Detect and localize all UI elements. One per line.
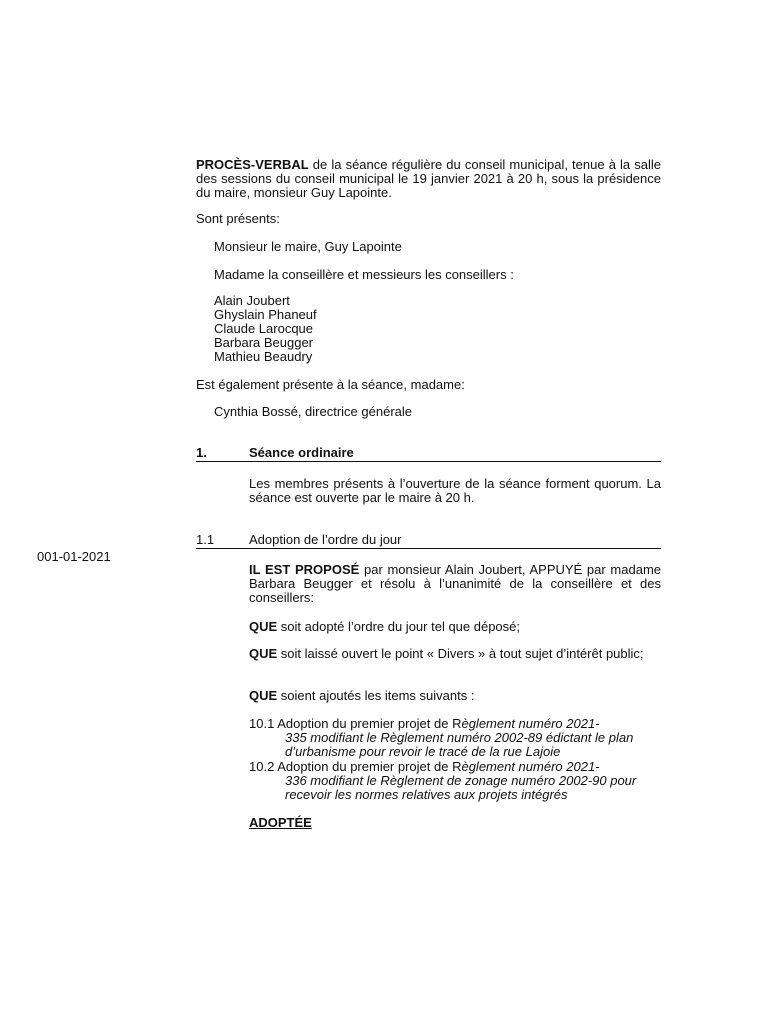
councillor-name: Barbara Beugger — [214, 335, 314, 350]
list-item — [249, 717, 661, 759]
councillors-list — [214, 294, 317, 364]
intro-paragraph — [196, 158, 661, 200]
director-line: Cynthia Bossé, directrice générale — [214, 404, 412, 419]
item-start: 10.2 Adoption du premier projet de R — [249, 759, 462, 774]
mayor-line: Monsieur le maire, Guy Lapointe — [214, 239, 402, 254]
councillors-label: Madame la conseillère et messieurs les conseillers : — [214, 267, 514, 282]
item-rest: 335 modifiant le Règlement numéro 2002-89 édictant le plan d’urbanisme pour revoir le tracé de la rue Lajoie — [285, 730, 634, 759]
item-rest: 336 modifiant le Règlement de zonage numéro 2002-90 pour recevoir les normes relatives aux projets intégrés — [285, 773, 637, 802]
proces-verbal-label: PROCÈS-VERBAL — [196, 157, 309, 172]
que-paragraph-2 — [249, 647, 661, 661]
section-1-heading — [196, 446, 661, 462]
list-item — [249, 760, 661, 802]
section-1-text: Les membres présents à l’ouverture de la séance forment quorum. La séance est ouverte par le maire à 20 h. — [249, 476, 661, 505]
item-italic-start: èglement numéro 2021- — [461, 759, 600, 774]
que-text: soit laissé ouvert le point « Divers » à tout sujet d’intérêt public; — [277, 646, 644, 661]
item-start: 10.1 Adoption du premier projet de R — [249, 716, 462, 731]
councillor-name: Ghyslain Phaneuf — [214, 307, 317, 322]
proposal-paragraph — [249, 563, 661, 605]
intro-text: de la séance régulière du conseil municipal, tenue à la salle des sessions du conseil municipal le 19 janvier 2021 à 20 h, sous la présidence du maire, monsieur Guy Lapointe. — [196, 157, 661, 200]
item-italic-start: èglement numéro 2021- — [461, 716, 600, 731]
que-text: soit adopté l’ordre du jour tel que déposé; — [277, 619, 521, 634]
proposal-lead: IL EST PROPOSÉ — [249, 562, 360, 577]
adopted-text: ADOPTÉE — [249, 815, 312, 830]
section-1-1-heading — [196, 533, 661, 549]
councillor-name: Claude Larocque — [214, 321, 314, 336]
councillor-name: Alain Joubert — [214, 293, 290, 308]
resolution-number: 001-01-2021 — [37, 549, 111, 564]
section-number: 1. — [196, 445, 207, 460]
que-label: QUE — [249, 646, 278, 661]
que-label: QUE — [249, 688, 278, 703]
councillor-name: Mathieu Beaudry — [214, 349, 313, 364]
proposal-text: par monsieur Alain Joubert, APPUYÉ par madame Barbara Beugger et résolu à l’unanimité de la conseillère et des conseillers: — [249, 562, 661, 605]
section-title: Adoption de l’ordre du jour — [249, 532, 402, 547]
que-paragraph-1 — [249, 620, 661, 634]
que-label: QUE — [249, 619, 278, 634]
adopted-label — [249, 816, 312, 830]
que-text: soient ajoutés les items suivants : — [277, 688, 475, 703]
presents-label: Sont présents: — [196, 211, 280, 226]
also-present-label: Est également présente à la séance, madame: — [196, 377, 465, 392]
que-paragraph-3 — [249, 689, 661, 703]
section-number: 1.1 — [196, 532, 215, 547]
section-title: Séance ordinaire — [249, 445, 354, 460]
